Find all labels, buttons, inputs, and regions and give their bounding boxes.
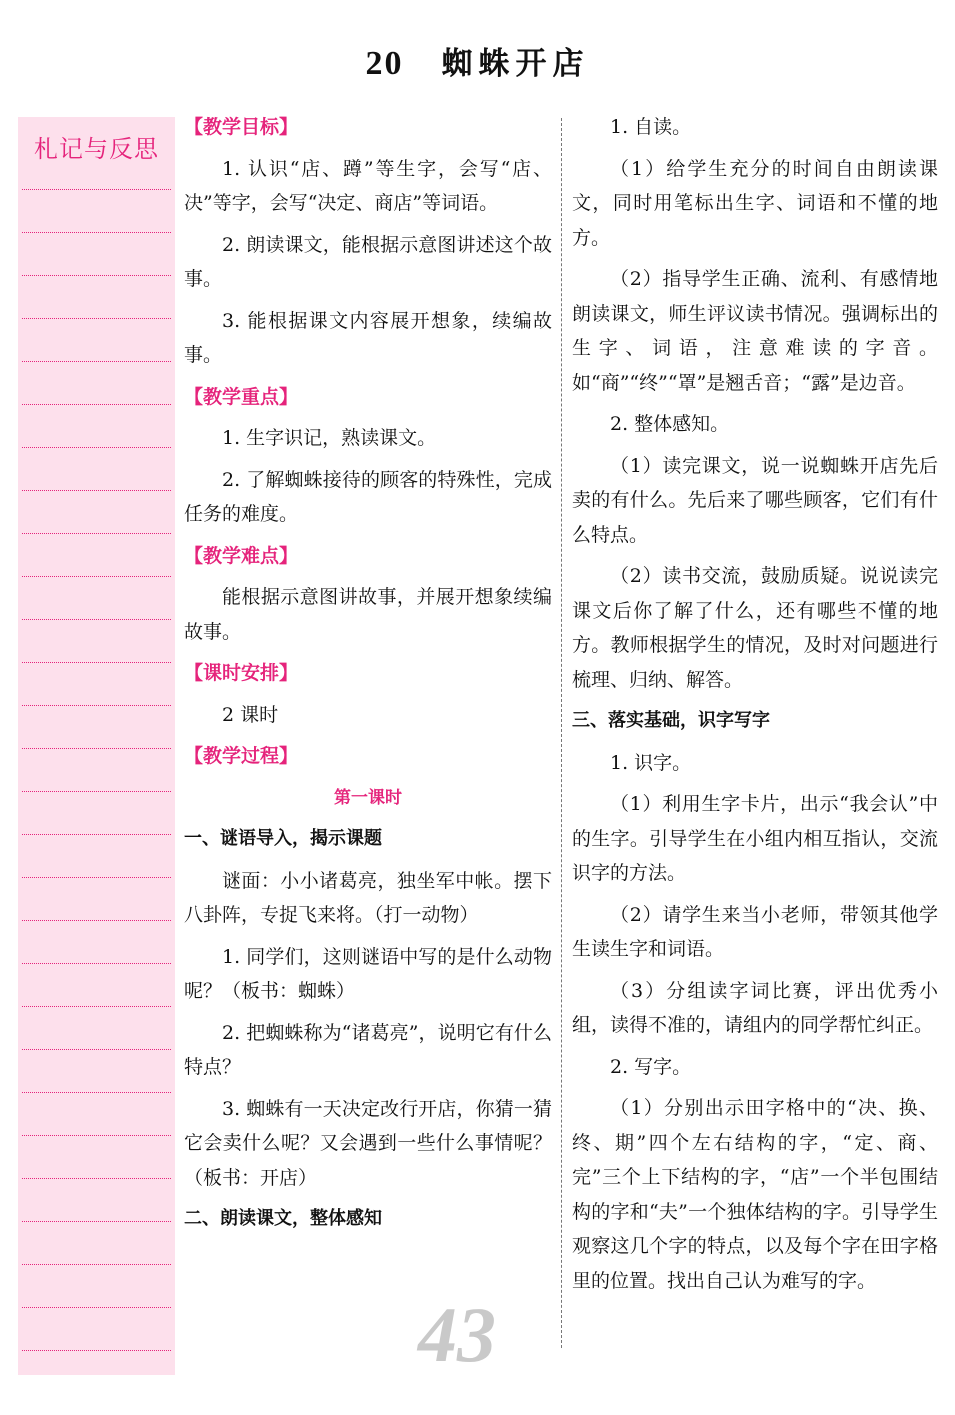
section-heading: 【课时安排】	[184, 662, 299, 684]
note-line	[22, 834, 171, 835]
note-line	[22, 877, 171, 878]
lesson-title: 蜘蛛开店	[441, 46, 590, 82]
right-column	[572, 110, 938, 1305]
step-heading: 一、谜语导入，揭示课题	[184, 828, 382, 849]
note-line	[22, 1350, 171, 1351]
paragraph: 3. 蜘蛛有一天决定改行开店，你猜一猜它会卖什么呢？又会遇到一些什么事情呢？（板书：开店）	[184, 1097, 552, 1189]
note-line	[22, 275, 171, 276]
note-line	[22, 232, 171, 233]
notes-sidebar	[18, 117, 175, 1375]
paragraph: 2. 朗读课文，能根据示意图讲述这个故事。	[184, 233, 552, 290]
paragraph: 1. 同学们，这则谜语中写的是什么动物呢？（板书：蜘蛛）	[184, 945, 552, 1002]
paragraph: （1）给学生充分的时间自由朗读课文，同时用笔标出生字、词语和不懂的地方。	[572, 157, 938, 249]
note-line	[22, 1264, 171, 1265]
note-line	[22, 1221, 171, 1222]
note-line	[22, 920, 171, 921]
left-column	[184, 110, 552, 1244]
paragraph: 3. 能根据课文内容展开想象，续编故事。	[184, 309, 552, 366]
note-line	[22, 533, 171, 534]
note-line	[22, 791, 171, 792]
paragraph: 1. 生字识记，熟读课文。	[222, 427, 437, 449]
note-line	[22, 1092, 171, 1093]
note-line	[22, 662, 171, 663]
paragraph: （3）分组读字词比赛，评出优秀小组，读得不准的，请组内的同学帮忙纠正。	[572, 979, 938, 1036]
paragraph: 2. 了解蜘蛛接待的顾客的特殊性，完成任务的难度。	[184, 468, 552, 525]
column-divider	[561, 118, 562, 1348]
note-line	[22, 447, 171, 448]
note-line	[22, 1049, 171, 1050]
paragraph: （2）读书交流，鼓励质疑。说说读完课文后你了解了什么，还有哪些不懂的地方。教师根据学生的情况，及时对问题进行梳理、归纳、解答。	[572, 565, 938, 691]
section-heading: 【教学目标】	[184, 116, 299, 138]
note-line	[22, 318, 171, 319]
note-line	[22, 705, 171, 706]
section-heading: 【教学过程】	[184, 745, 299, 767]
note-line	[22, 189, 171, 190]
paragraph: 1. 识字。	[610, 751, 692, 774]
paragraph: 2. 整体感知。	[610, 413, 730, 435]
paragraph: 能根据示意图讲故事，并展开想象续编故事。	[184, 586, 552, 643]
paragraph: （1）利用生字卡片，出示“我会认”中的生字。引导学生在小组内相互指认，交流识字的方法。	[572, 793, 938, 884]
page-title	[0, 38, 955, 83]
section-heading: 【教学重点】	[184, 385, 299, 408]
note-line	[22, 963, 171, 964]
sidebar-title: 札记与反思	[34, 135, 159, 163]
paragraph: 谜面：小小诸葛亮，独坐军中帐。摆下八卦阵，专捉飞来将。（打一动物）	[184, 869, 552, 926]
note-line	[22, 1135, 171, 1136]
paragraph: （2）请学生来当小老师，带领其他学生读生字和词语。	[572, 903, 938, 960]
note-line	[22, 490, 171, 491]
page-number: 43	[418, 1291, 496, 1378]
paragraph: 2 课时	[222, 703, 279, 726]
paragraph: （1）读完课文，说一说蜘蛛开店先后卖的有什么。先后来了哪些顾客，它们有什么特点。	[572, 454, 938, 546]
note-line	[22, 748, 171, 749]
note-line	[22, 361, 171, 362]
note-line	[22, 1178, 171, 1179]
note-line	[22, 619, 171, 620]
paragraph: 1. 认识“店、蹲”等生字，会写“店、决”等字，会写“决定、商店”等词语。	[184, 157, 552, 214]
section-heading: 【教学难点】	[184, 544, 299, 567]
paragraph: 2. 把蜘蛛称为“诸葛亮”，说明它有什么特点？	[184, 1021, 552, 1078]
step-heading: 二、朗读课文，整体感知	[184, 1208, 382, 1229]
paragraph: 1. 自读。	[610, 116, 692, 138]
paragraph: （1）分别出示田字格中的“决、换、终、期”四个左右结构的字，“定、商、完”三个上下结构的字，“店”一个半包围结构的字和“夫”一个独体结构的字。引导学生观察这几个字的特点，以及每个字在田字格里的位置。找出自己认为难写的字。	[572, 1097, 938, 1292]
lesson-number: 20	[365, 45, 404, 82]
note-line	[22, 576, 171, 577]
note-line	[22, 1006, 171, 1007]
lesson-period-heading: 第一课时	[334, 787, 402, 808]
note-line	[22, 404, 171, 405]
note-line	[22, 1307, 171, 1308]
paragraph: 2. 写字。	[610, 1055, 692, 1078]
paragraph: （2）指导学生正确、流利、有感情地朗读课文，师生评议读书情况。强调标出的生字、词语，注意难读的字音。如“商”“终”“罩”是翘舌音；“露”是边音。	[572, 268, 938, 394]
step-heading: 三、落实基础，识字写字	[572, 710, 770, 731]
